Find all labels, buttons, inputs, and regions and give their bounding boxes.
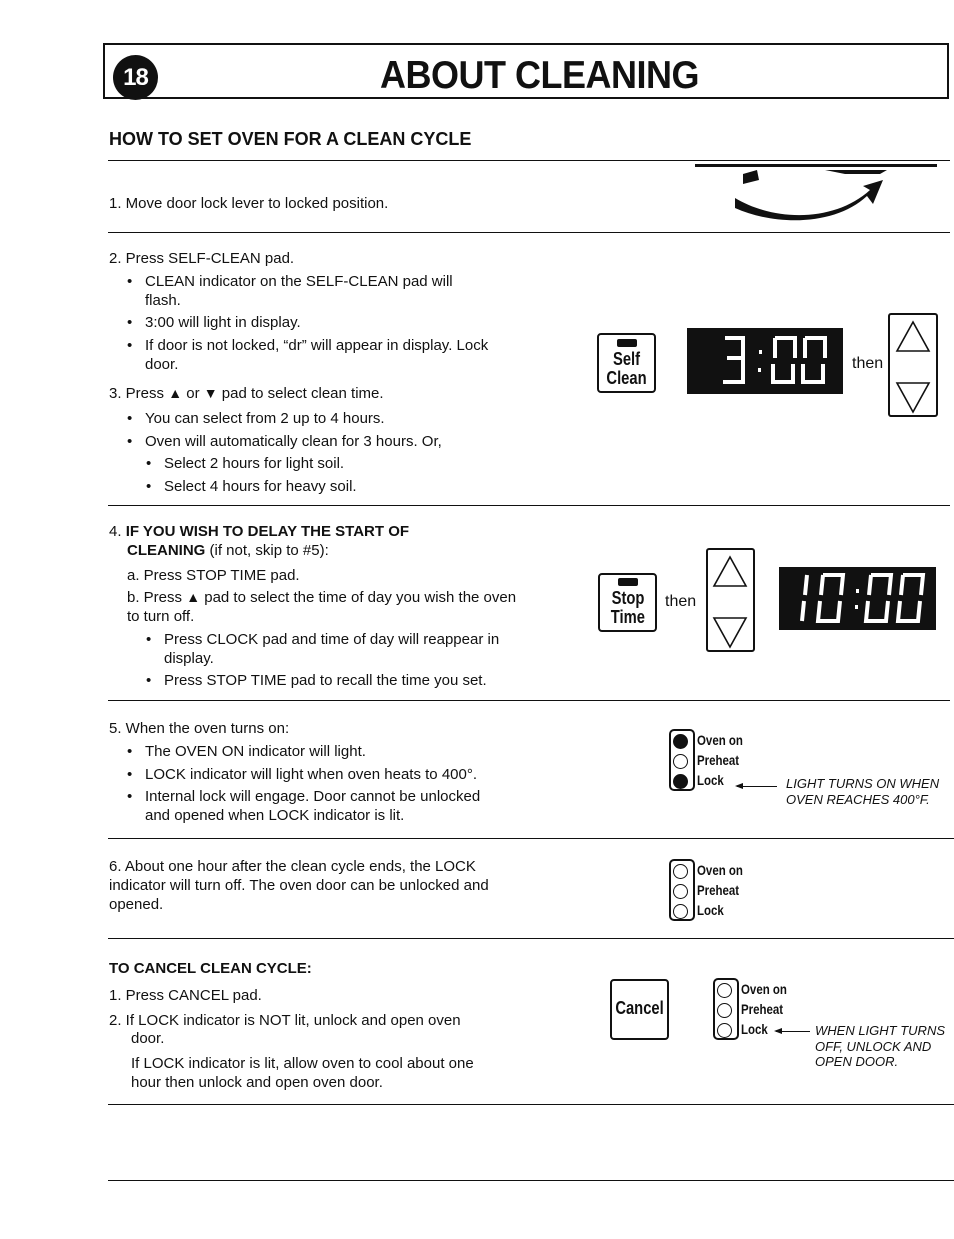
- lock-light: [717, 1023, 732, 1038]
- step-3-text-before: 3. Press: [109, 385, 165, 402]
- section-heading: HOW TO SET OVEN FOR A CLEAN CYCLE: [109, 129, 472, 149]
- step-3-bullet: • Oven will automatically clean for 3 hours. Or,: [109, 433, 579, 452]
- step-5-bullet: • The OVEN ON indicator will light.: [109, 743, 579, 762]
- indicator-lock: [673, 771, 730, 791]
- step-3-or: or: [186, 385, 200, 402]
- step-2-text: 2. Press SELF-CLEAN pad.: [109, 250, 295, 267]
- step-4-sub-b: [109, 589, 529, 627]
- oven-on-light: [673, 734, 688, 749]
- step-5: [109, 720, 579, 830]
- pointer-arrow-icon: [737, 786, 777, 787]
- indicator-label: Oven on: [697, 732, 743, 749]
- clean-time-display: [687, 328, 843, 394]
- step-4-heading: [109, 523, 579, 561]
- stop-time-pad[interactable]: [598, 573, 657, 632]
- step-3-bullet: • You can select from 2 up to 4 hours.: [109, 410, 579, 429]
- self-clean-label-line2: Clean: [606, 368, 647, 389]
- stop-time-label-line2: Time: [610, 607, 645, 628]
- arrow-pad: [888, 313, 938, 417]
- cancel-step-2-note: If LOCK indicator is lit, allow oven to cool about one hour then unlock and open oven door.: [131, 1055, 474, 1091]
- cancel-step-1: 1. Press CANCEL pad.: [109, 986, 262, 1004]
- indicator-label: Preheat: [697, 752, 740, 769]
- step-5-bullet: • LOCK indicator will light when oven heats to 400°.: [109, 766, 579, 785]
- indicator-label: Preheat: [741, 1001, 784, 1018]
- oven-on-light: [673, 864, 688, 879]
- step-divider: [108, 505, 950, 506]
- oven-on-light: [717, 983, 732, 998]
- cancel-label: Cancel: [615, 997, 664, 1018]
- step-2: [109, 250, 579, 379]
- cancel-heading: TO CANCEL CLEAN CYCLE:: [109, 960, 312, 977]
- down-arrow-icon[interactable]: [890, 379, 936, 415]
- then-label: then: [665, 593, 697, 610]
- indicator-label: Lock: [697, 772, 724, 789]
- indicator-preheat: [673, 751, 748, 771]
- seven-segment-digits: [687, 328, 843, 394]
- indicator-label: Lock: [741, 1021, 768, 1038]
- step-6-text: 6. About one hour after the clean cycle ends, the LOCK indicator will turn off. The oven door can be unlocked and opened.: [109, 858, 489, 913]
- step-4-sub-b-before: b. Press: [127, 589, 183, 607]
- step-3-sub-bullet: • Select 4 hours for heavy soil.: [109, 478, 579, 497]
- indicator-preheat: [717, 1000, 792, 1020]
- indicator-label: Oven on: [741, 981, 787, 998]
- step-4: [109, 523, 579, 695]
- step-5-bullet: • Internal lock will engage. Door cannot be unlocked and opened when LOCK indicator is lit.: [109, 788, 509, 826]
- step-4-bullet: • Press STOP TIME pad to recall the time you set.: [109, 672, 579, 691]
- arrow-pad: [706, 548, 755, 652]
- step-3-text-after: pad to select clean time.: [221, 385, 384, 402]
- step-4-number: 4.: [109, 523, 122, 540]
- indicator-lock: [717, 1020, 774, 1040]
- preheat-light: [717, 1003, 732, 1018]
- pointer-arrow-icon: [776, 1031, 810, 1032]
- lock-light: [673, 774, 688, 789]
- up-triangle-icon: ▲: [168, 385, 183, 401]
- step-2-bullet: • If door is not locked, “dr” will appear in display. Lock door.: [109, 337, 489, 375]
- cancel-section: [109, 960, 579, 1097]
- indicator-panel: [669, 859, 749, 923]
- section-divider: [108, 1104, 954, 1105]
- cancel-note: [815, 1023, 945, 1070]
- step-1: [109, 195, 579, 218]
- self-clean-label-line1: Self: [612, 349, 641, 370]
- up-arrow-icon[interactable]: [708, 554, 753, 590]
- stop-time-display: [779, 567, 936, 630]
- cancel-note-line: OFF, UNLOCK AND: [815, 1038, 932, 1054]
- step-4-bullet: • Press CLOCK pad and time of day will reappear in display.: [109, 631, 529, 669]
- step-5-note: [786, 776, 939, 807]
- cancel-note-line: WHEN LIGHT TURNS: [815, 1023, 945, 1038]
- cancel-step-2: 2. If LOCK indicator is NOT lit, unlock and open oven door.: [109, 1011, 461, 1048]
- indicator-label: Lock: [697, 902, 724, 919]
- cancel-note-line: OPEN DOOR.: [815, 1054, 899, 1070]
- step-5-note-line: OVEN REACHES 400°F.: [786, 791, 930, 807]
- self-clean-pad[interactable]: [597, 333, 656, 393]
- indicator-preheat: [673, 881, 748, 901]
- door-lock-lever-icon: [695, 160, 940, 230]
- indicator-oven-on: [673, 731, 753, 751]
- indicator-label: Preheat: [697, 882, 740, 899]
- step-2-bullet: • CLEAN indicator on the SELF-CLEAN pad will flash.: [109, 273, 489, 311]
- step-6: [109, 858, 509, 918]
- down-triangle-icon: ▼: [203, 385, 218, 401]
- step-2-bullet: • 3:00 will light in display.: [109, 314, 579, 333]
- step-divider: [108, 700, 950, 701]
- then-label: then: [852, 355, 884, 372]
- step-3: [109, 385, 579, 501]
- up-arrow-icon[interactable]: [890, 319, 936, 355]
- step-4-sub-a: a. Press STOP TIME pad.: [127, 566, 300, 584]
- page-bottom-rule: [108, 1180, 954, 1181]
- seven-segment-digits: [779, 567, 936, 630]
- indicator-oven-on: [717, 980, 797, 1000]
- indicator-oven-on: [673, 861, 753, 881]
- step-4-heading-line2: CLEANING: [127, 541, 206, 559]
- up-triangle-icon: ▲: [186, 589, 201, 606]
- step-5-note-line: LIGHT TURNS ON WHEN: [786, 776, 940, 791]
- step-1-text: 1. Move door lock lever to locked position.: [109, 195, 389, 212]
- preheat-light: [673, 884, 688, 899]
- step-divider: [108, 938, 954, 939]
- indicator-label: Oven on: [697, 862, 743, 879]
- indicator-lock: [673, 901, 730, 921]
- cancel-pad[interactable]: [610, 979, 669, 1040]
- clean-indicator-led: [617, 339, 637, 347]
- stop-time-indicator-led: [618, 578, 638, 586]
- step-4-sub-b-after: pad to select the time of day you wish the oven to turn off.: [127, 589, 517, 625]
- step-4-heading-line1: IF YOU WISH TO DELAY THE START OF: [125, 523, 410, 540]
- step-3-text: [109, 385, 579, 404]
- step-4-heading-note: (if not, skip to #5):: [209, 541, 329, 559]
- step-divider: [108, 232, 950, 233]
- preheat-light: [673, 754, 688, 769]
- step-5-text: 5. When the oven turns on:: [109, 720, 290, 737]
- down-arrow-icon[interactable]: [708, 614, 753, 650]
- page-title: ABOUT CLEANING: [380, 52, 699, 97]
- stop-time-label-line1: Stop: [611, 588, 644, 609]
- step-3-sub-bullet: • Select 2 hours for light soil.: [109, 455, 579, 474]
- lock-light: [673, 904, 688, 919]
- step-divider: [108, 838, 954, 839]
- page-number-badge: 18: [113, 55, 158, 100]
